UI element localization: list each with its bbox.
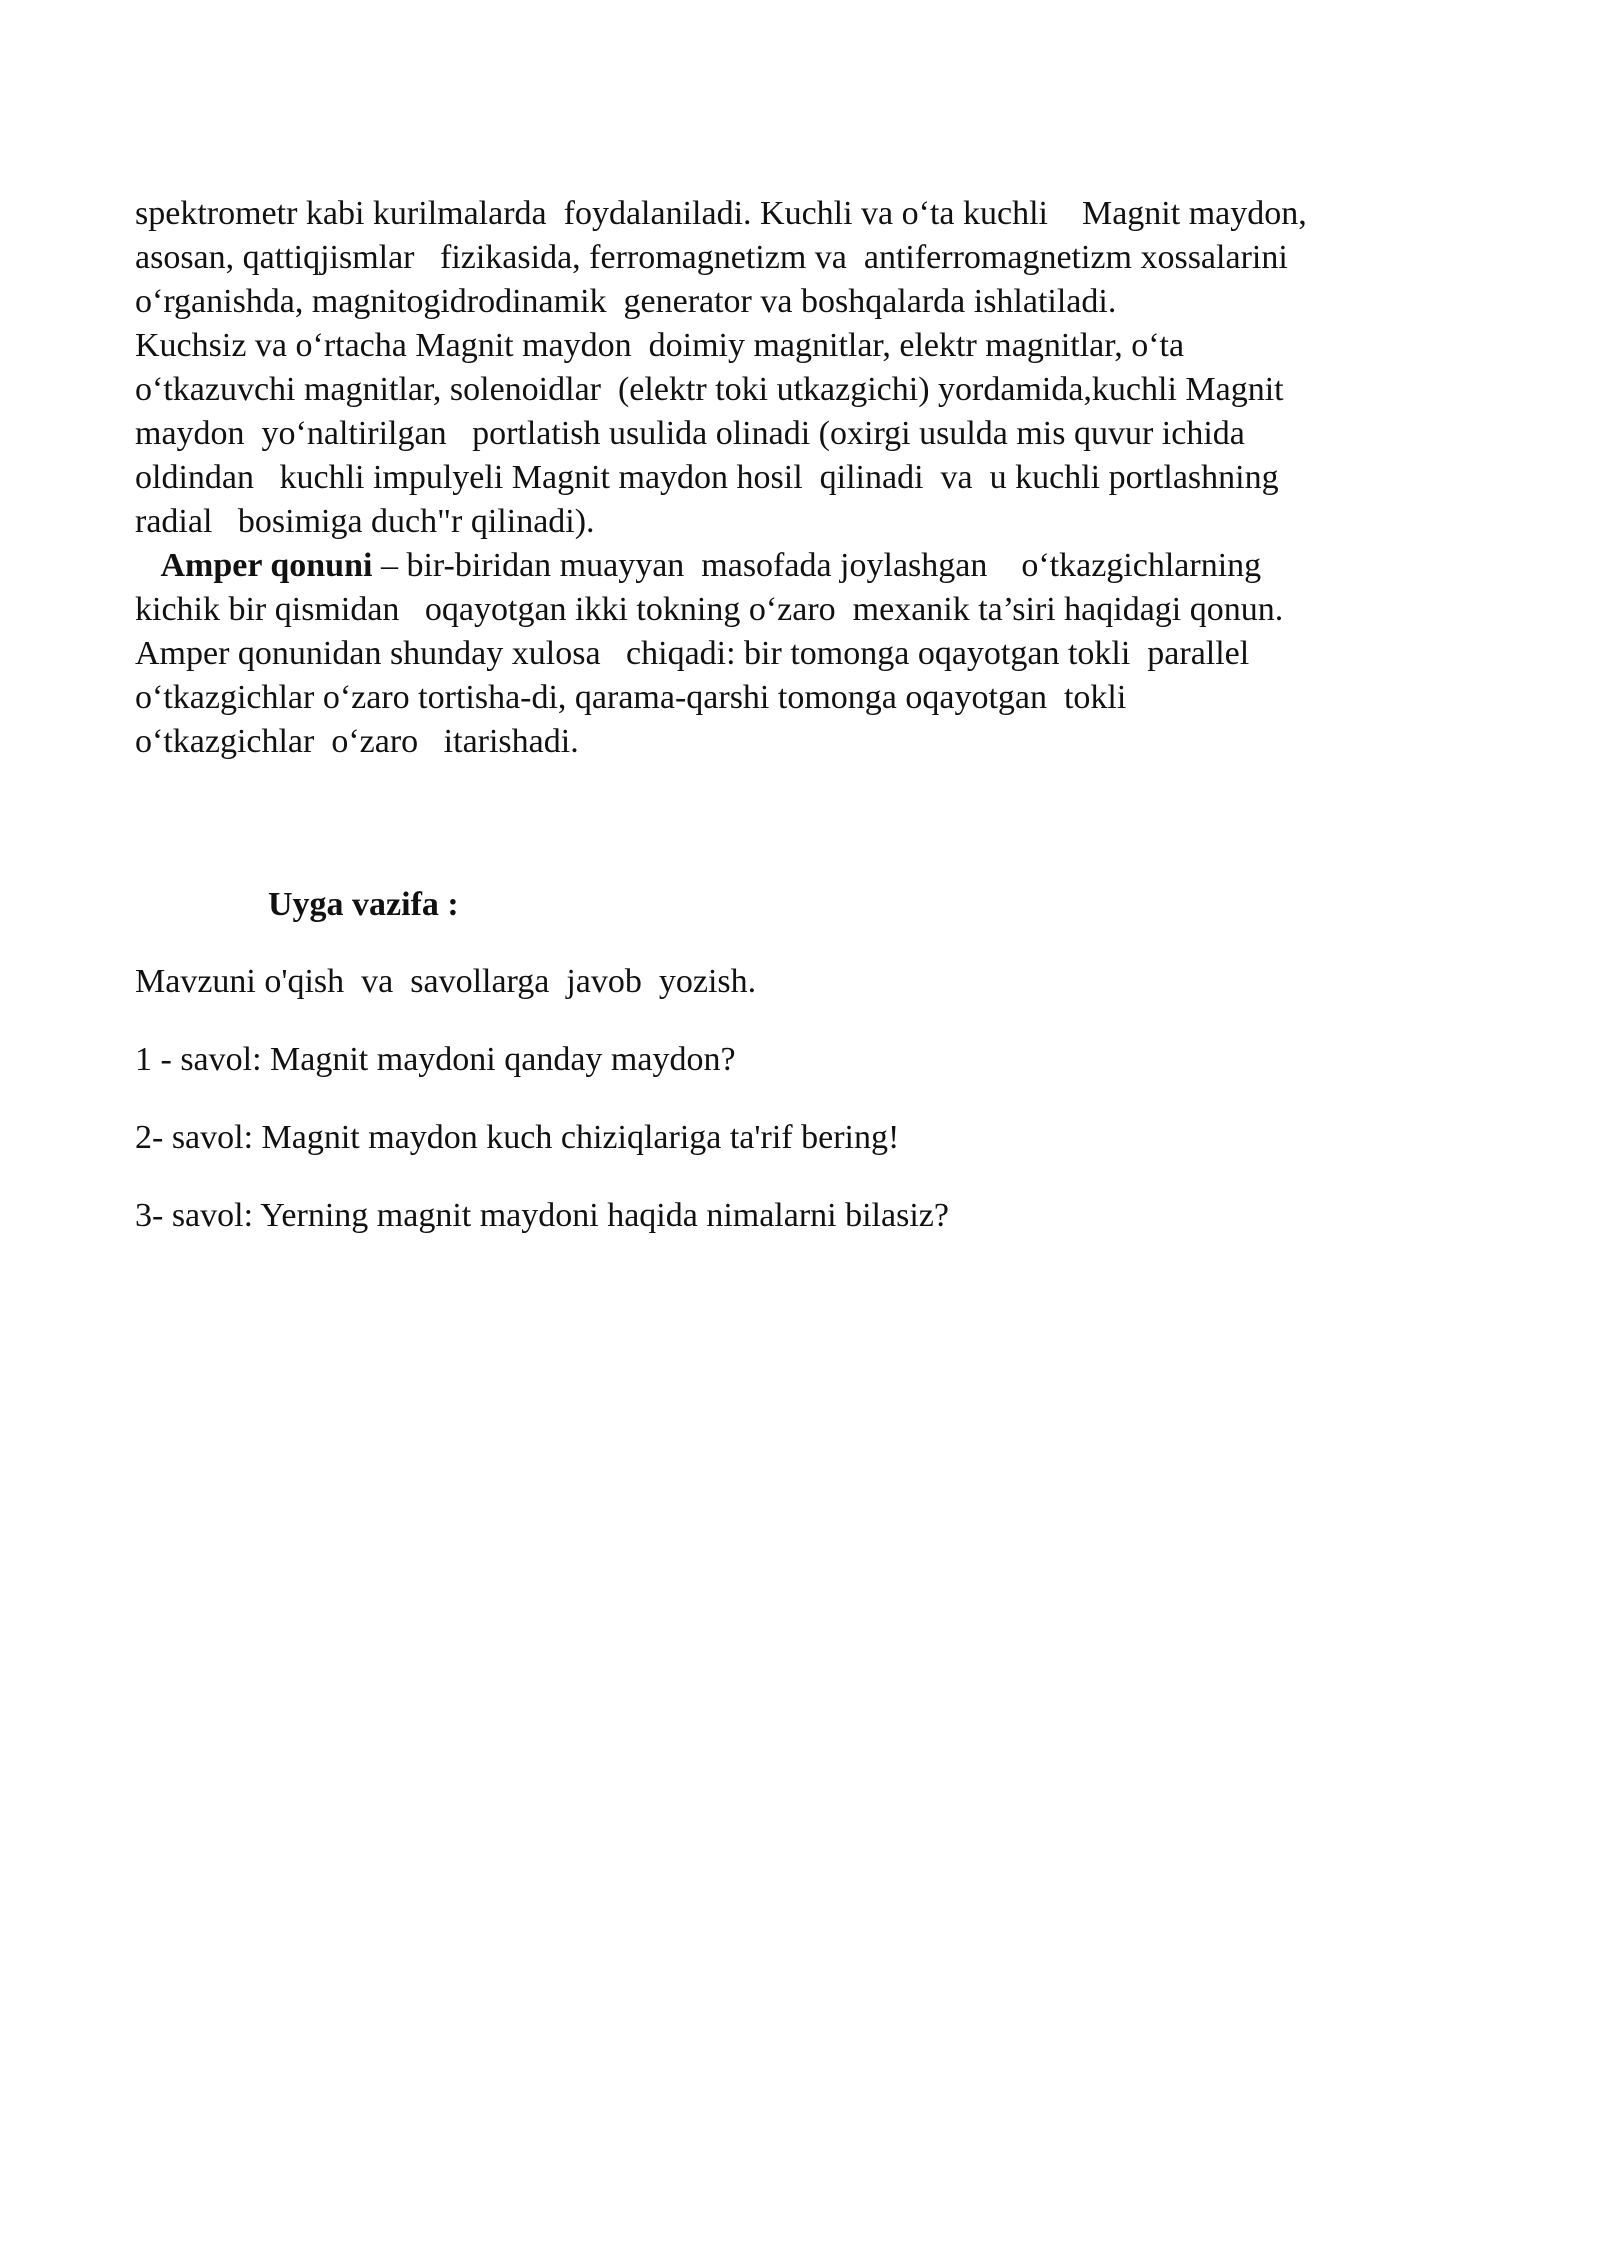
homework-question-3: 3- savol: Yerning magnit maydoni haqida nimalarni bilasiz? (135, 1197, 949, 1234)
homework-heading: Uyga vazifa : (268, 886, 459, 923)
ampere-law-line: Amper qonunidan shunday xulosa chiqadi: bir tomonga oqayotgan tokli parallel (135, 635, 1250, 672)
body-line: spektrometr kabi kurilmalarda foydalaniladi. Kuchli va o‘ta kuchli Magnit maydon, (135, 195, 1307, 232)
body-line: radial bosimiga duch"r qilinadi). (135, 503, 595, 540)
body-line: oldindan kuchli impulyeli Magnit maydon hosil qilinadi va u kuchli portlashning (135, 459, 1279, 496)
ampere-law-first-line (135, 544, 1475, 588)
ampere-law-definition: – bir-biridan muayyan masofada joylashgan o‘tkazgichlarning (372, 547, 1262, 584)
body-line: Kuchsiz va o‘rtacha Magnit maydon doimiy magnitlar, elektr magnitlar, o‘ta (135, 327, 1185, 364)
ampere-law-line: o‘tkazgichlar o‘zaro tortisha-di, qarama-qarshi tomonga oqayotgan tokli (135, 679, 1127, 716)
document-body (135, 192, 1475, 764)
ampere-law-line: kichik bir qismidan oqayotgan ikki tokning o‘zaro mexanik ta’siri haqidagi qonun. (135, 591, 1284, 628)
ampere-indent (135, 547, 161, 584)
homework-intro: Mavzuni o'qish va savollarga javob yozish. (135, 963, 757, 1000)
homework-question-1: 1 - savol: Magnit maydoni qanday maydon? (135, 1041, 736, 1078)
body-line: o‘rganishda, magnitogidrodinamik generator va boshqalarda ishlatiladi. (135, 283, 1117, 320)
body-line: o‘tkazuvchi magnitlar, solenoidlar (elektr toki utkazgichi) yordamida,kuchli Magnit (135, 371, 1284, 408)
homework-question-2: 2- savol: Magnit maydon kuch chiziqlariga ta'rif bering! (135, 1119, 900, 1156)
ampere-law-term: Amper qonuni (160, 547, 373, 584)
ampere-law-line: o‘tkazgichlar o‘zaro itarishadi. (135, 723, 579, 760)
body-line: maydon yo‘naltirilgan portlatish usulida olinadi (oxirgi usulda mis quvur ichida (135, 415, 1245, 452)
body-line: asosan, qattiqjismlar fizikasida, ferromagnetizm va antiferromagnetizm xossalarini (135, 239, 1288, 276)
